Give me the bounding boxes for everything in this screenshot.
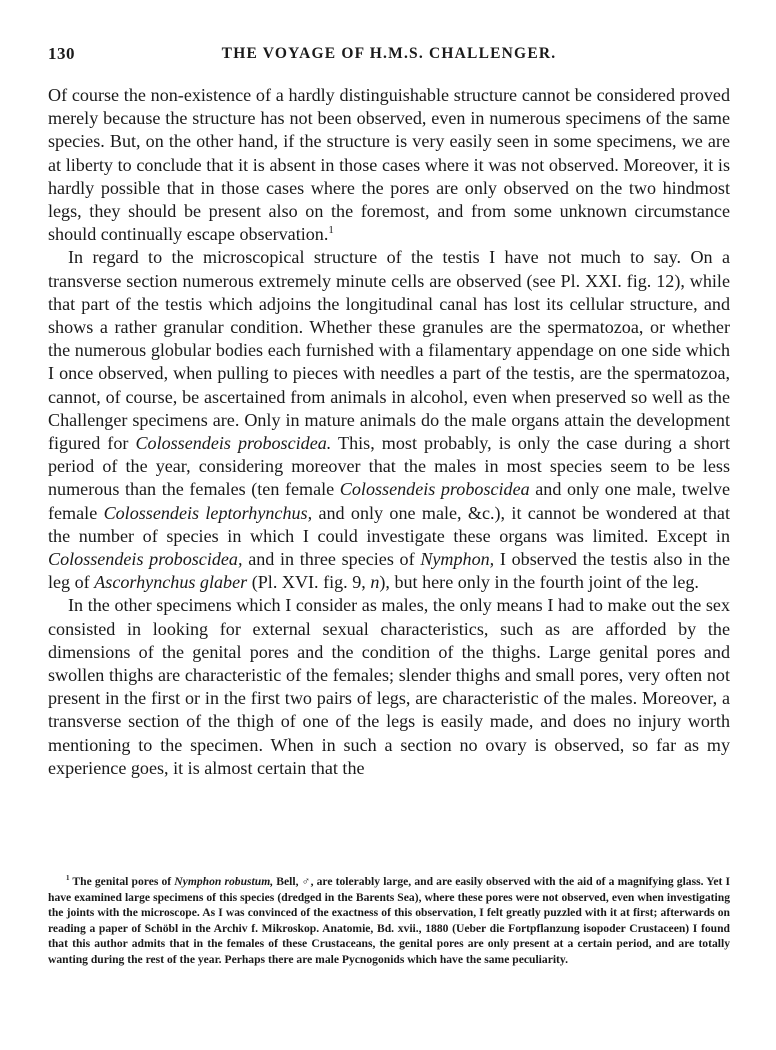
species-name: Ascorhynchus glaber [94,572,248,593]
text-span: This, most probably, is only the case during a short period of the year, considering moreover that the males in most species seem to be less numerous than the females (ten female [48,433,730,500]
species-name: Colossendeis leptorhynchus, [103,502,313,523]
footnote-block [48,874,730,968]
text-span: and only one male, &c.), it cannot be wondered at that the number of species in which I could investigate these organs was limited. Except in [48,502,730,546]
species-name: Colossendeis proboscidea, [48,549,243,570]
figure-label: n [370,572,380,593]
text-span: Of course the non-existence of a hardly distinguishable structure cannot be considered proved merely because the structure has not been observed, even in numerous specimens of the same species. But, on the other hand, if the structure is very easily seen in some specimens, we are at liberty to conclude that it is absent in those cases where it was not observed. Moreover, it is hardly possible that in those cases where the pores are only observed on the two hindmost legs, they should be present also on the foremost, and from some unknown circumstance should continually escape observation. [48,85,730,245]
species-name: Colossendeis proboscidea. [135,433,332,454]
species-name: Nymphon robustum, [174,875,274,888]
text-span: and only one male, twelve female [48,479,730,523]
text-span: (Pl. XVI. fig. 9, [247,572,371,593]
paragraph-2 [48,246,730,594]
footnote-marker: 1 [328,224,334,237]
text-span: The genital pores of [69,875,175,888]
paragraph-3 [48,594,730,780]
page-number: 130 [48,44,75,63]
footnote-1 [48,874,730,968]
text-span: In regard to the microscopical structure of the testis I have not much to say. On a transverse section numerous extremely minute cells are observed (see Pl. XXI. fig. 12), while that part of the testis which adjoins the longitudinal canal has lost its cellular structure, and shows a rather granular condition. Whether these granules are the spermatozoa, or whether the numerous globular bodies each furnished with a filamentary appendage on one side which I once observed, when pulling to pieces with needles a part of the testis, are the spermatozoa, cannot, of course, be ascertained from animals in alcohol, even when preserved so well as the Challenger specimens are. Only in mature animals do the male organs attain the development figured for [48,247,730,454]
text-span: Bell, ♂, are tolerably large, and are easily observed with the aid of a magnifying glass. Yet I have examined large specimens of this species (dredged in the Barents Sea), where these pores were not observed, even when investigating the joints with the microscope. As I was convinced of the exactness of this observation, I felt greatly puzzled with it at first; afterwards on reading a paper of Schöbl in the Archiv f. Mikroskop. Anatomie, Bd. xvii., 1880 (Ueber die Fortpflanzung isopoder Crustaceen) I found that this author admits that in the females of these Crustaceans, the genital pores are only present at a certain period, and are totally wanting during the rest of the year. Perhaps there are male Pycnogonids which have the same peculiarity. [48,875,730,966]
paragraph-1 [48,84,730,246]
text-span: I observed the testis also in the leg of [48,549,731,593]
text-span: In the other specimens which I consider as males, the only means I had to make out the sex consisted in looking for external sexual characteristics, such as are afforded by the dimensions of the genital pores and the condition of the thighs. Large genital pores and swollen thighs are characteristic of the females; slender thighs and small pores, very often not present in the first or in the first two pairs of legs, are characteristic of the males. Moreover, a transverse section of the thigh of one of the legs is easily made, and does no injury worth mentioning to the specimen. When in such a section no ovary is observed, so far as my experience goes, it is almost certain that the [48,595,730,778]
footnote-number: 1 [66,874,70,883]
species-name: Colossendeis proboscidea [339,479,530,500]
text-span: ), but here only in the fourth joint of the leg. [379,572,699,593]
page-header [48,44,730,68]
genus-name: Nymphon, [420,549,495,570]
book-page [48,0,730,1050]
text-span: and in three species of [242,549,421,570]
main-text [48,84,730,780]
running-title: THE VOYAGE OF H.M.S. CHALLENGER. [221,45,557,62]
